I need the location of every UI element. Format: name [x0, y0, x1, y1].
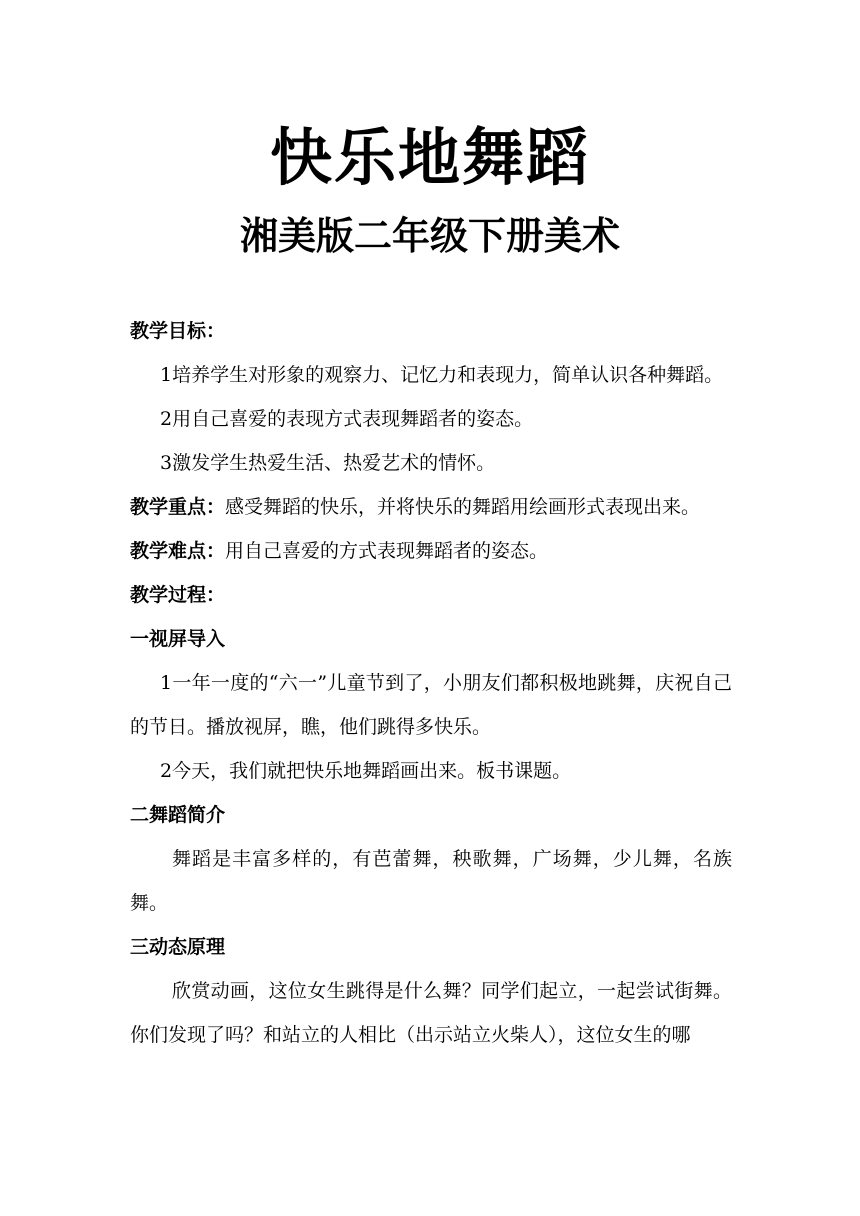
difficulty-label: 教学难点：: [130, 540, 226, 562]
part3-text: 欣赏动画，这位女生跳得是什么舞？同学们起立，一起尝试街舞。你们发现了吗？和站立的人相比（出示站立火柴人），这位女生的哪: [130, 980, 732, 1046]
document-body: [130, 309, 732, 1057]
goal-item-3: 3激发学生热爱生活、热爱艺术的情怀。: [160, 452, 496, 474]
key-point-text: 感受舞蹈的快乐，并将快乐的舞蹈用绘画形式表现出来。: [225, 496, 701, 518]
key-point-label: 教学重点：: [130, 496, 226, 518]
goal-item-1: 1培养学生对形象的观察力、记忆力和表现力，简单认识各种舞蹈。: [160, 364, 724, 386]
part3-heading: 三动态原理: [130, 936, 226, 958]
key-point-line: [130, 485, 732, 529]
difficulty-line: [130, 529, 732, 573]
part2-heading: 二舞蹈简介: [130, 804, 226, 826]
goal-item-2: 2用自己喜爱的表现方式表现舞蹈者的姿态。: [160, 408, 534, 430]
goals-heading: 教学目标：: [130, 320, 226, 342]
part2-text: 舞蹈是丰富多样的，有芭蕾舞，秧歌舞，广场舞，少儿舞，名族舞。: [130, 848, 732, 914]
part1-heading: 一视屏导入: [130, 628, 226, 650]
part1-item-2: 2今天，我们就把快乐地舞蹈画出来。板书课题。: [160, 760, 572, 782]
part1-item-1: 1一年一度的“六一”儿童节到了，小朋友们都积极地跳舞，庆祝自己的节日。播放视屏，瞧，他们跳得多快乐。: [130, 672, 732, 738]
difficulty-text: 用自己喜爱的方式表现舞蹈者的姿态。: [225, 540, 549, 562]
document-title: 快乐地舞蹈: [269, 121, 590, 194]
document-subtitle: 湘美版二年级下册美术: [239, 214, 620, 258]
process-heading: 教学过程：: [130, 584, 226, 606]
